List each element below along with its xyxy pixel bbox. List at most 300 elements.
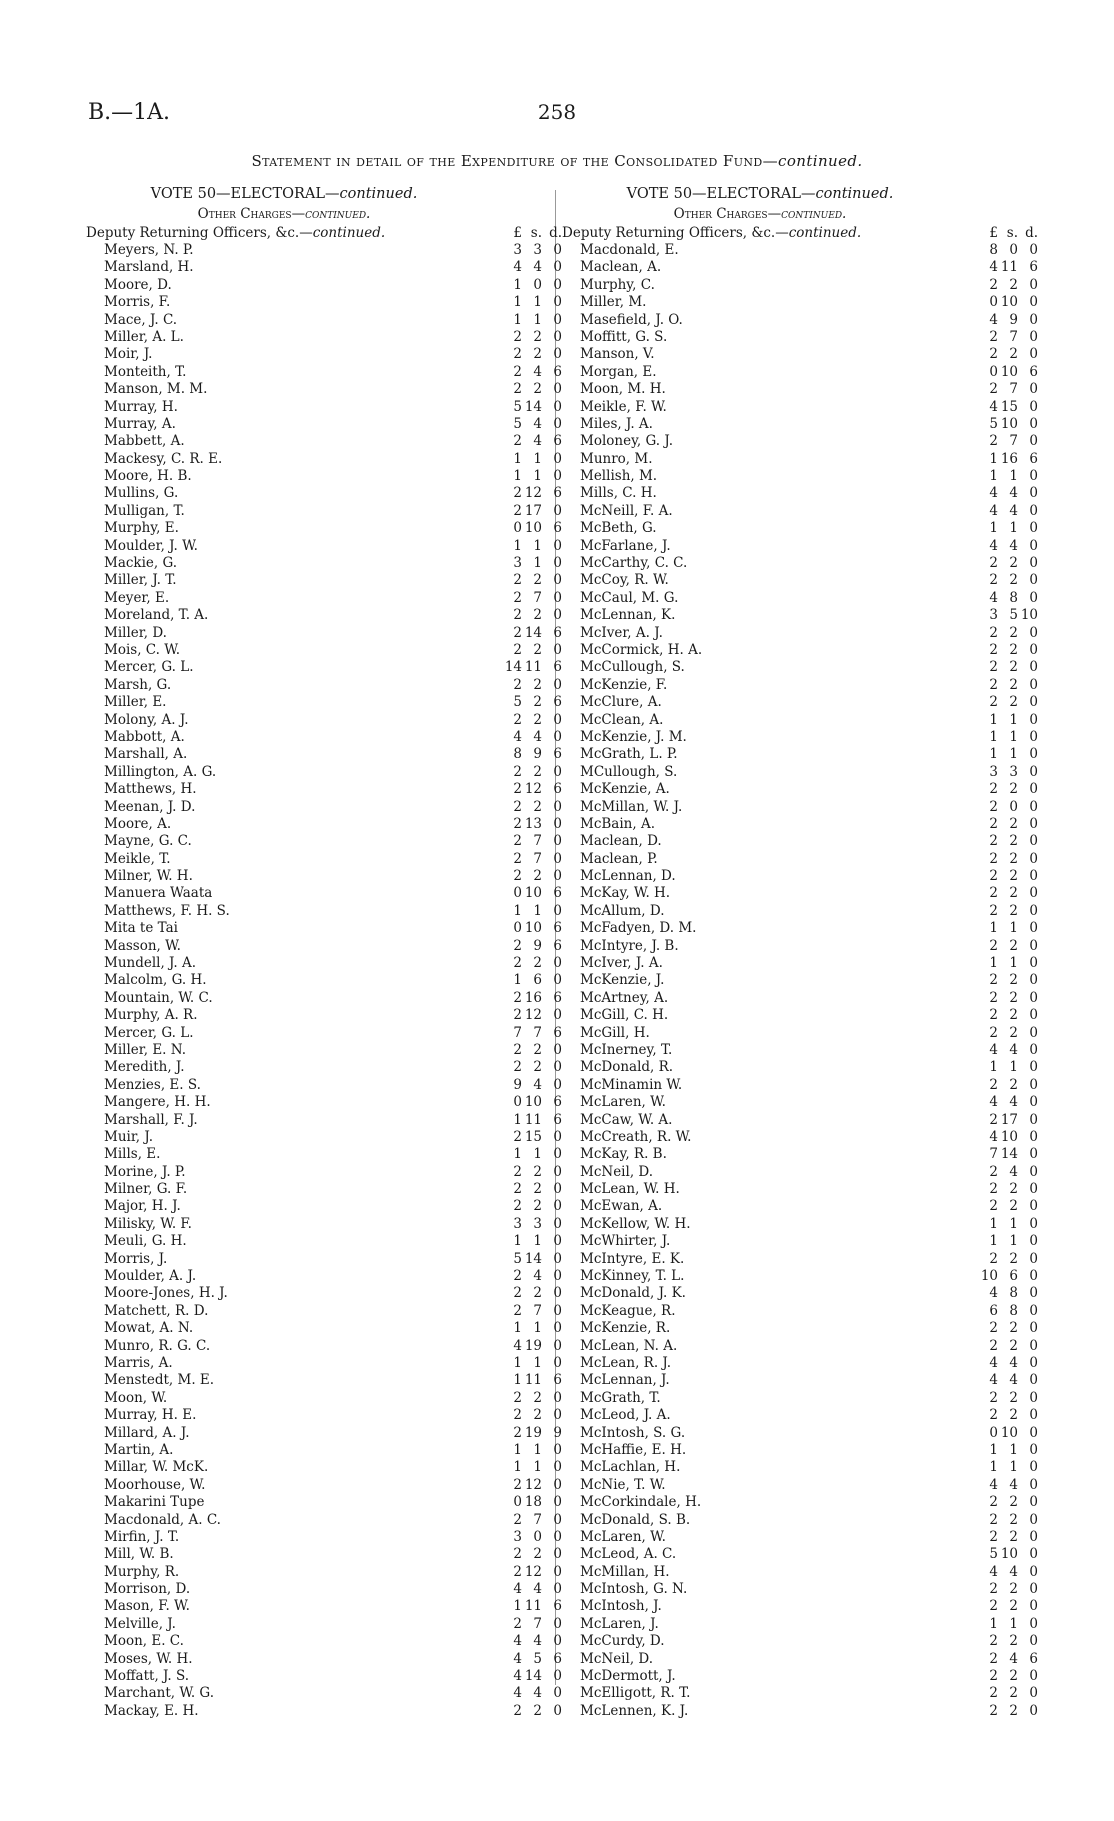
payee-name: Murray, H.	[104, 398, 178, 415]
pounds-value: 2	[989, 1181, 998, 1198]
payee-name: McLeod, A. C.	[580, 1546, 677, 1563]
shillings-value: 11	[1000, 259, 1018, 276]
pence-value: 0	[553, 1685, 562, 1702]
table-row	[86, 572, 562, 589]
payee-name: McKenzie, R.	[580, 1320, 671, 1337]
payee-name: Menstedt, M. E.	[104, 1372, 215, 1389]
payee-name: Miller, J. T.	[104, 572, 177, 589]
pence-value: 0	[1029, 1250, 1038, 1267]
pence-value: 0	[553, 850, 562, 867]
shillings-value: 12	[524, 781, 542, 798]
pounds-value: 2	[989, 1389, 998, 1406]
table-row	[86, 1094, 562, 1111]
pence-value: 0	[553, 1407, 562, 1424]
vote-continued: continued.	[815, 186, 894, 202]
pounds-value: 1	[989, 920, 998, 937]
shillings-value: 2	[1009, 1528, 1018, 1545]
shillings-value: 1	[533, 537, 542, 554]
payee-name: Monteith, T.	[104, 363, 187, 380]
payee-name: McClure, A.	[580, 694, 662, 711]
shillings-value: 1	[533, 555, 542, 572]
shillings-value: 2	[1009, 833, 1018, 850]
pence-value: 0	[1029, 328, 1038, 345]
shillings-value: 2	[1009, 1702, 1018, 1719]
shillings-value: 18	[524, 1494, 542, 1511]
pounds-value: 2	[989, 1668, 998, 1685]
pence-value: 0	[553, 311, 562, 328]
statement-heading	[0, 152, 1114, 170]
shillings-value: 15	[524, 1128, 542, 1145]
section-heading	[86, 224, 502, 242]
payee-name: McFadyen, D. M.	[580, 920, 697, 937]
pence-value: 0	[1029, 468, 1038, 485]
table-row	[562, 746, 1038, 763]
pounds-header: £	[989, 225, 998, 241]
payee-name: McCaw, W. A.	[580, 1111, 673, 1128]
payee-name: McKay, R. B.	[580, 1146, 667, 1163]
pence-value: 0	[1029, 676, 1038, 693]
table-row	[86, 1198, 562, 1215]
shillings-value: 4	[1009, 1563, 1018, 1580]
payee-name: Miller, D.	[104, 624, 167, 641]
pounds-value: 6	[989, 1302, 998, 1319]
pounds-value: 2	[513, 433, 522, 450]
table-row	[86, 781, 562, 798]
payee-name: Moreland, T. A.	[104, 607, 209, 624]
pence-value: 0	[1029, 1372, 1038, 1389]
pence-value: 0	[553, 1355, 562, 1371]
table-row	[562, 1442, 1038, 1459]
shillings-value: 2	[533, 1285, 542, 1302]
pence-value: 0	[553, 1059, 562, 1076]
table-row	[86, 364, 562, 381]
payee-name: Meredith, J.	[104, 1059, 185, 1076]
payee-name: Makarini Tupe	[104, 1494, 205, 1511]
pence-value: 0	[553, 1668, 562, 1685]
table-row	[562, 1251, 1038, 1268]
payee-name: Murphy, E.	[104, 520, 179, 537]
pounds-value: 1	[513, 1320, 522, 1337]
table-row	[562, 1303, 1038, 1320]
shillings-value: 1	[1009, 711, 1018, 728]
table-row	[86, 1320, 562, 1337]
pence-value: 0	[553, 381, 562, 398]
pounds-value: 2	[989, 624, 998, 641]
pounds-value: 2	[989, 659, 998, 676]
payee-name: Macdonald, E.	[580, 242, 679, 258]
pounds-header: £	[513, 225, 522, 241]
payee-name: McBain, A.	[580, 815, 655, 832]
pounds-value: 2	[513, 1198, 522, 1215]
pence-value: 0	[553, 1320, 562, 1337]
pence-value: 0	[1029, 276, 1038, 293]
payee-name: McGill, H.	[580, 1024, 650, 1041]
payee-name: McKenzie, F.	[580, 676, 668, 693]
payee-name: McClean, A.	[580, 711, 664, 728]
shillings-value: 1	[1009, 520, 1018, 537]
shillings-value: 2	[533, 955, 542, 972]
shillings-value: 2	[1009, 1076, 1018, 1093]
table-row	[562, 1094, 1038, 1111]
payee-name: Mundell, J. A.	[104, 955, 197, 972]
payee-name: Moulder, A. J.	[104, 1268, 197, 1285]
shillings-value: 16	[1000, 450, 1018, 467]
payee-name: Mois, C. W.	[104, 641, 181, 658]
pounds-value: 2	[989, 1250, 998, 1267]
sub-heading	[86, 204, 562, 224]
pounds-value: 2	[513, 485, 522, 502]
payee-name: Moulder, J. W.	[104, 537, 198, 554]
shillings-value: 8	[1009, 589, 1018, 606]
pounds-value: 1	[513, 1598, 522, 1615]
pounds-value: 2	[513, 955, 522, 972]
pounds-value: 2	[513, 1424, 522, 1441]
table-row	[562, 1025, 1038, 1042]
pounds-value: 2	[513, 868, 522, 885]
payee-name: McAllum, D.	[580, 902, 665, 919]
pence-value: 0	[553, 763, 562, 780]
pounds-value: 2	[989, 798, 998, 815]
shillings-value: 10	[524, 885, 542, 902]
table-row	[562, 1512, 1038, 1529]
pence-value: 0	[553, 607, 562, 624]
shillings-value: 7	[533, 589, 542, 606]
payee-name: McLeod, J. A.	[580, 1407, 671, 1424]
shillings-value: 10	[524, 920, 542, 937]
table-row	[562, 1425, 1038, 1442]
pounds-value: 2	[513, 502, 522, 519]
shillings-value: 12	[524, 1007, 542, 1024]
pence-value: 0	[553, 1615, 562, 1632]
pence-header: d.	[1025, 225, 1038, 241]
shillings-value: 14	[524, 1668, 542, 1685]
payee-name: Marshall, F. J.	[104, 1111, 198, 1128]
table-row	[562, 1320, 1038, 1337]
pence-value: 0	[1029, 1163, 1038, 1180]
table-row	[86, 433, 562, 450]
shillings-value: 1	[533, 902, 542, 919]
pounds-value: 2	[513, 572, 522, 589]
payee-name: McKeague, R.	[580, 1302, 676, 1319]
table-row	[562, 1268, 1038, 1285]
pounds-value: 0	[513, 920, 522, 937]
shillings-value: 2	[1009, 1633, 1018, 1650]
pounds-value: 1	[513, 294, 522, 311]
pounds-value: 2	[989, 1320, 998, 1337]
pounds-value: 1	[989, 1459, 998, 1476]
pounds-value: 1	[513, 1441, 522, 1458]
pounds-value: 2	[989, 676, 998, 693]
payee-name: Morine, J. P.	[104, 1163, 186, 1180]
pence-value: 0	[553, 955, 562, 972]
shillings-value: 4	[1009, 1163, 1018, 1180]
shillings-value: 1	[533, 468, 542, 485]
pence-value: 0	[1029, 815, 1038, 832]
pence-value: 0	[1029, 1181, 1038, 1198]
right-column	[562, 184, 1038, 1720]
pence-value: 0	[553, 259, 562, 276]
shillings-value: 2	[533, 1389, 542, 1406]
payee-name: Mabbott, A.	[104, 728, 185, 745]
pounds-value: 3	[513, 1528, 522, 1545]
payee-name: Munro, R. G. C.	[104, 1337, 211, 1354]
table-row	[86, 1181, 562, 1198]
payee-name: Meyers, N. P.	[104, 242, 194, 258]
pounds-value: 3	[989, 763, 998, 780]
pence-value: 0	[1029, 955, 1038, 972]
payee-name: Meuli, G. H.	[104, 1233, 187, 1250]
payee-name: Muir, J.	[104, 1128, 154, 1145]
pence-value: 6	[553, 520, 562, 537]
table-row	[86, 851, 562, 868]
payee-name: Millington, A. G.	[104, 763, 217, 780]
pence-value: 0	[1029, 1355, 1038, 1371]
payee-name: McCullough, S.	[580, 659, 685, 676]
payee-name: Mercer, G. L.	[104, 1024, 194, 1041]
shillings-value: 2	[1009, 1320, 1018, 1337]
table-row	[86, 799, 562, 816]
payee-name: McWhirter, J.	[580, 1233, 671, 1250]
pounds-value: 1	[513, 468, 522, 485]
table-row	[86, 712, 562, 729]
pence-value: 0	[553, 972, 562, 989]
payee-name: Matthews, F. H. S.	[104, 902, 230, 919]
payee-name: McKinney, T. L.	[580, 1268, 685, 1285]
shillings-value: 2	[1009, 902, 1018, 919]
pounds-value: 1	[989, 1215, 998, 1232]
pence-value: 0	[553, 1302, 562, 1319]
table-row	[86, 990, 562, 1007]
pounds-value: 0	[513, 520, 522, 537]
table-row	[562, 1529, 1038, 1546]
shillings-value: 10	[1000, 415, 1018, 432]
table-row	[86, 1129, 562, 1146]
pounds-value: 8	[513, 746, 522, 763]
pence-value: 0	[1029, 641, 1038, 658]
table-row	[562, 1355, 1038, 1372]
pence-value: 0	[553, 328, 562, 345]
pence-value: 0	[1029, 1215, 1038, 1232]
table-row	[562, 1077, 1038, 1094]
payee-name: Millar, W. McK.	[104, 1459, 209, 1476]
shillings-value: 4	[1009, 537, 1018, 554]
payee-name: McIntyre, E. K.	[580, 1250, 685, 1267]
table-row	[562, 625, 1038, 642]
shillings-value: 2	[1009, 868, 1018, 885]
pence-value: 0	[1029, 728, 1038, 745]
pence-value: 6	[553, 624, 562, 641]
payee-name: Murphy, C.	[580, 276, 655, 293]
vote-title: VOTE 50—ELECTORAL—	[150, 186, 340, 202]
pounds-value: 4	[513, 728, 522, 745]
table-row	[86, 1616, 562, 1633]
pounds-value: 1	[513, 450, 522, 467]
pence-value: 0	[1029, 1563, 1038, 1580]
shillings-value: 2	[1009, 1407, 1018, 1424]
table-row	[86, 1077, 562, 1094]
pounds-value: 2	[989, 641, 998, 658]
pence-value: 0	[553, 1337, 562, 1354]
pounds-value: 2	[989, 937, 998, 954]
payee-name: Meenan, J. D.	[104, 798, 196, 815]
pence-value: 0	[1029, 1702, 1038, 1719]
payee-name: Martin, A.	[104, 1441, 174, 1458]
payee-name: Milner, W. H.	[104, 868, 193, 885]
pence-value: 0	[1029, 346, 1038, 363]
pence-header: d.	[549, 225, 562, 241]
pounds-value: 2	[989, 433, 998, 450]
pounds-value: 2	[989, 1198, 998, 1215]
table-row	[86, 416, 562, 433]
table-row	[562, 1181, 1038, 1198]
table-row	[86, 1668, 562, 1685]
shillings-value: 9	[533, 937, 542, 954]
pounds-value: 3	[513, 555, 522, 572]
pounds-value: 4	[989, 1476, 998, 1493]
table-row	[86, 746, 562, 763]
table-row	[562, 885, 1038, 902]
pence-value: 0	[1029, 798, 1038, 815]
payee-name: McNeil, D.	[580, 1650, 654, 1667]
pounds-value: 2	[989, 328, 998, 345]
pounds-value: 5	[513, 415, 522, 432]
shillings-value: 1	[1009, 728, 1018, 745]
pence-value: 0	[553, 398, 562, 415]
pounds-value: 2	[513, 1563, 522, 1580]
payee-name: McKenzie, A.	[580, 781, 670, 798]
table-row	[86, 642, 562, 659]
table-row	[86, 381, 562, 398]
pounds-value: 2	[513, 989, 522, 1006]
pence-value: 0	[553, 242, 562, 258]
shillings-value: 4	[1009, 1650, 1018, 1667]
table-row	[562, 1129, 1038, 1146]
section-continued: continued.	[312, 225, 386, 241]
table-row	[86, 764, 562, 781]
table-row	[86, 294, 562, 311]
pence-value: 6	[553, 781, 562, 798]
pence-value: 0	[1029, 1511, 1038, 1528]
table-row	[562, 1546, 1038, 1563]
pence-value: 0	[1029, 1302, 1038, 1319]
table-row	[86, 277, 562, 294]
payee-name: Mayne, G. C.	[104, 833, 192, 850]
section-heading	[562, 224, 978, 242]
shillings-value: 4	[533, 1076, 542, 1093]
payee-name: Murray, H. E.	[104, 1407, 197, 1424]
table-row	[86, 555, 562, 572]
shillings-value: 14	[524, 1250, 542, 1267]
pence-value: 0	[553, 1476, 562, 1493]
statement-title: Statement in detail of the Expenditure of the Consolidated Fund—	[251, 152, 779, 170]
pounds-value: 2	[989, 276, 998, 293]
payee-name: McElligott, R. T.	[580, 1685, 691, 1702]
pounds-value: 2	[513, 815, 522, 832]
shillings-value: 1	[533, 1320, 542, 1337]
pounds-value: 4	[989, 398, 998, 415]
payee-name: McIntosh, J.	[580, 1598, 662, 1615]
pence-value: 0	[553, 1128, 562, 1145]
pounds-value: 2	[989, 1633, 998, 1650]
pence-value: 0	[553, 815, 562, 832]
payee-name: McIver, J. A.	[580, 955, 663, 972]
pence-value: 0	[1029, 1007, 1038, 1024]
payee-name: McDonald, R.	[580, 1059, 674, 1076]
pence-value: 0	[553, 1181, 562, 1198]
payee-name: McCreath, R. W.	[580, 1128, 692, 1145]
table-row	[86, 1529, 562, 1546]
shillings-value: 2	[1009, 1685, 1018, 1702]
pounds-value: 2	[513, 798, 522, 815]
table-row	[562, 1633, 1038, 1650]
payee-name: Mullins, G.	[104, 485, 179, 502]
payee-name: McMinamin W.	[580, 1076, 683, 1093]
pounds-value: 2	[513, 763, 522, 780]
table-row	[86, 1425, 562, 1442]
shillings-value: 2	[533, 1546, 542, 1563]
pence-value: 6	[553, 694, 562, 711]
payee-name: Miller, A. L.	[104, 328, 184, 345]
pounds-value: 5	[989, 415, 998, 432]
payee-name: McDermott, J.	[580, 1668, 676, 1685]
pence-value: 6	[1029, 1650, 1038, 1667]
payee-name: McKellow, W. H.	[580, 1215, 691, 1232]
shillings-value: 7	[533, 1302, 542, 1319]
shillings-value: 1	[1009, 746, 1018, 763]
shillings-value: 2	[533, 798, 542, 815]
pounds-value: 2	[989, 346, 998, 363]
shillings-value: 17	[1000, 1111, 1018, 1128]
pounds-value: 5	[513, 398, 522, 415]
pence-value: 0	[1029, 1407, 1038, 1424]
table-row	[86, 1546, 562, 1563]
pounds-value: 1	[989, 468, 998, 485]
payee-name: Miller, E. N.	[104, 1041, 186, 1058]
pounds-value: 2	[989, 1163, 998, 1180]
payee-name: Moloney, G. J.	[580, 433, 674, 450]
shillings-value: 0	[1009, 798, 1018, 815]
payee-name: McIntyre, J. B.	[580, 937, 679, 954]
pence-value: 0	[553, 676, 562, 693]
pounds-value: 0	[989, 363, 998, 380]
shillings-value: 2	[1009, 555, 1018, 572]
table-row	[86, 816, 562, 833]
table-row	[86, 1042, 562, 1059]
pence-value: 0	[1029, 1024, 1038, 1041]
pounds-value: 2	[513, 624, 522, 641]
pounds-value: 2	[513, 1059, 522, 1076]
pence-value: 0	[553, 346, 562, 363]
pounds-value: 5	[513, 694, 522, 711]
payee-name: McNeil, D.	[580, 1163, 654, 1180]
payee-name: McKenzie, J. M.	[580, 728, 687, 745]
table-row	[562, 1651, 1038, 1668]
table-row	[562, 1233, 1038, 1250]
pence-value: 0	[1029, 1615, 1038, 1632]
payee-name: Matchett, R. D.	[104, 1302, 209, 1319]
shillings-value: 2	[1009, 1511, 1018, 1528]
shillings-value: 10	[1000, 294, 1018, 311]
payee-name: Miller, M.	[580, 294, 647, 311]
pounds-value: 2	[989, 1528, 998, 1545]
shillings-value: 4	[1009, 1372, 1018, 1389]
pounds-value: 2	[513, 937, 522, 954]
pounds-value: 0	[513, 885, 522, 902]
payee-name: Mace, J. C.	[104, 311, 178, 328]
table-row	[86, 1494, 562, 1511]
payee-name: Murray, A.	[104, 415, 176, 432]
shillings-value: 2	[533, 607, 542, 624]
